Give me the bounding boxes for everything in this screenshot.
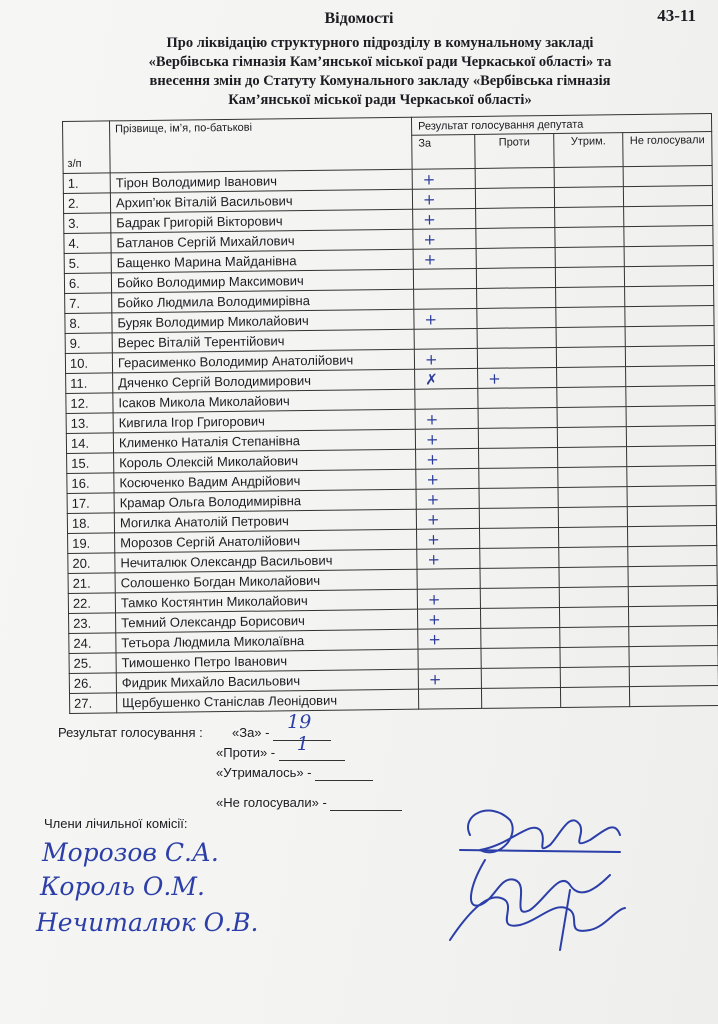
header-result: Результат голосування депутата [411, 114, 711, 136]
row-name: Клименко Наталія Степанівна [113, 429, 415, 453]
result-proty [216, 733, 345, 761]
row-number: 13. [66, 413, 113, 434]
vote-za-mark: + [417, 528, 480, 549]
vote-za-mark: + [418, 668, 481, 689]
row-number: 1. [63, 173, 110, 194]
subtitle-line: внесення змін до Статуту Комунального закладу «Вербівська гімназія [149, 73, 611, 89]
vote-ne-cell [623, 186, 712, 207]
vote-ne-cell [629, 646, 718, 667]
row-number: 10. [65, 353, 112, 374]
vote-utrym-cell [556, 287, 625, 308]
vote-proty-mark [477, 287, 556, 308]
row-number: 9. [65, 333, 112, 354]
result-utrym [216, 765, 373, 781]
row-number: 19. [68, 533, 115, 554]
vote-proty-mark [478, 387, 557, 408]
vote-ne-cell [627, 446, 716, 467]
vote-utrym-cell [555, 247, 624, 268]
row-number: 8. [65, 313, 112, 334]
vote-proty-mark [480, 607, 559, 628]
vote-utrym-cell [557, 367, 626, 388]
row-number: 15. [67, 453, 114, 474]
row-number: 25. [69, 653, 116, 674]
utrym-label: «Утрималось» - [216, 765, 312, 780]
row-name: Могилка Анатолій Петрович [114, 509, 416, 533]
header-za: За [412, 134, 475, 169]
row-number: 22. [68, 593, 115, 614]
row-name: Король Олексій Миколайович [114, 449, 416, 473]
vote-utrym-cell [558, 467, 627, 488]
document-subtitle [60, 34, 700, 110]
row-number: 18. [67, 513, 114, 534]
vote-proty-mark [479, 447, 558, 468]
table-body [63, 166, 718, 714]
vote-ne-cell [628, 546, 717, 567]
vote-utrym-cell [559, 527, 628, 548]
row-number: 23. [69, 613, 116, 634]
vote-proty-mark [477, 327, 556, 348]
row-name: Буряк Володимир Миколайович [112, 309, 414, 333]
vote-za-mark: + [415, 408, 478, 429]
vote-za-mark: + [413, 228, 476, 249]
vote-ne-cell [624, 266, 713, 287]
row-number: 27. [69, 693, 116, 714]
vote-za-mark: + [412, 168, 475, 189]
vote-utrym-cell [556, 327, 625, 348]
vote-za-mark [414, 328, 477, 349]
vote-proty-mark [479, 487, 558, 508]
vote-ne-cell [628, 606, 717, 627]
header-utrym: Утрим. [554, 133, 623, 168]
vote-ne-cell [629, 686, 718, 707]
row-name: Тамко Костянтин Миколайович [115, 589, 417, 613]
vote-za-mark: + [415, 428, 478, 449]
vote-utrym-cell [555, 267, 624, 288]
vote-za-mark: + [414, 308, 477, 329]
row-name: Нечиталюк Олександр Васильович [115, 549, 417, 573]
vote-ne-cell [624, 226, 713, 247]
result-label: Результат голосування : [58, 725, 203, 740]
result-ne-golosuvaly [216, 795, 402, 811]
row-name: Косюченко Вадим Андрійович [114, 469, 416, 493]
vote-utrym-cell [558, 507, 627, 528]
commission-member: Король О.М. [40, 872, 205, 901]
vote-utrym-cell [559, 587, 628, 608]
vote-za-mark: + [412, 188, 475, 209]
vote-proty-mark [477, 347, 556, 368]
vote-ne-cell [626, 406, 715, 427]
vote-utrym-cell [560, 667, 629, 688]
row-name: Темний Олександр Борисович [116, 609, 418, 633]
za-count: 19 [287, 711, 312, 733]
vote-proty-mark [476, 207, 555, 228]
vote-proty-mark [481, 647, 560, 668]
vote-utrym-cell [560, 627, 629, 648]
vote-utrym-cell [560, 687, 629, 708]
row-name: Герасименко Володимир Анатолійович [112, 349, 414, 373]
vote-za-mark: + [416, 488, 479, 509]
vote-ne-cell [624, 206, 713, 227]
row-name: Бадрак Григорій Вікторович [111, 209, 413, 233]
vote-utrym-cell [560, 647, 629, 668]
vote-ne-cell [623, 166, 712, 187]
vote-proty-mark [478, 407, 557, 428]
vote-ne-cell [627, 526, 716, 547]
vote-za-mark: + [414, 348, 477, 369]
row-number: 11. [66, 373, 113, 394]
row-name: Тірон Володимир Іванович [110, 169, 412, 193]
vote-utrym-cell [559, 547, 628, 568]
ne-label: «Не голосували» - [216, 795, 327, 810]
vote-za-mark: + [416, 448, 479, 469]
vote-proty-mark [481, 627, 560, 648]
vote-utrym-cell [555, 207, 624, 228]
row-name: Бойко Людмила Володимирівна [112, 289, 414, 313]
proty-label: «Проти» - [216, 745, 276, 760]
row-name: Морозов Сергій Анатолійович [115, 529, 417, 553]
vote-proty-mark [479, 467, 558, 488]
row-number: 7. [65, 293, 112, 314]
vote-utrym-cell [558, 487, 627, 508]
vote-ne-cell [627, 506, 716, 527]
row-number: 12. [66, 393, 113, 414]
row-number: 21. [68, 573, 115, 594]
vote-za-mark [418, 648, 481, 669]
vote-utrym-cell [555, 227, 624, 248]
vote-utrym-cell [557, 387, 626, 408]
vote-proty-mark [479, 507, 558, 528]
vote-proty-mark [480, 547, 559, 568]
vote-utrym-cell [554, 187, 623, 208]
subtitle-line: Кам’янської міської ради Черкаської області» [228, 92, 532, 108]
row-name: Тетьора Людмила Миколаївна [116, 629, 418, 653]
vote-proty-mark [478, 427, 557, 448]
header-proty: Проти [475, 133, 554, 168]
vote-za-mark: + [417, 608, 480, 629]
row-number: 24. [69, 633, 116, 654]
vote-proty-mark [476, 247, 555, 268]
vote-ne-cell [629, 626, 718, 647]
za-label: «За» - [232, 725, 270, 740]
commission-member: Нечиталюк О.В. [36, 908, 259, 937]
row-number: 16. [67, 473, 114, 494]
vote-za-mark: + [417, 548, 480, 569]
vote-proty-mark [481, 687, 560, 708]
vote-ne-cell [625, 306, 714, 327]
document-title: Відомості [324, 10, 394, 27]
commission-label: Члени лічильної комісії: [44, 816, 188, 831]
row-name: Щербушенко Станіслав Леонідович [116, 689, 418, 713]
row-name: Кивгила Ігор Григорович [113, 409, 415, 433]
vote-za-mark: + [416, 508, 479, 529]
vote-za-mark: ✗ [415, 368, 478, 389]
row-number: 6. [64, 273, 111, 294]
vote-ne-cell [626, 426, 715, 447]
vote-proty-mark [476, 267, 555, 288]
handwritten-signatures [420, 790, 650, 960]
vote-ne-cell [626, 366, 715, 387]
row-number: 5. [64, 253, 111, 274]
header-number: з/п [63, 121, 111, 174]
vote-utrym-cell [556, 307, 625, 328]
subtitle-line: «Вербівська гімназія Кам’янської міської ради Черкаської області» та [148, 54, 612, 70]
row-name: Фидрик Михайло Васильович [116, 669, 418, 693]
vote-za-mark: + [413, 248, 476, 269]
vote-za-mark [415, 388, 478, 409]
row-name: Бащенко Марина Майданівна [111, 249, 413, 273]
commission-member: Морозов С.А. [42, 838, 219, 867]
vote-utrym-cell [556, 347, 625, 368]
vote-za-mark: + [416, 468, 479, 489]
vote-utrym-cell [558, 447, 627, 468]
row-number: 17. [67, 493, 114, 514]
row-name: Солошенко Богдан Миколайович [115, 569, 417, 593]
header-name: Прізвище, ім’я, по-батькові [110, 117, 413, 173]
vote-ne-cell [625, 326, 714, 347]
row-number: 26. [69, 673, 116, 694]
vote-proty-mark [476, 227, 555, 248]
vote-proty-mark [480, 527, 559, 548]
row-number: 3. [64, 213, 111, 234]
vote-ne-cell [629, 666, 718, 687]
row-name: Батланов Сергій Михайлович [111, 229, 413, 253]
document-number: 43-11 [657, 6, 696, 25]
vote-za-mark: + [417, 588, 480, 609]
vote-utrym-cell [557, 427, 626, 448]
vote-za-mark: + [413, 208, 476, 229]
vote-proty-mark [481, 667, 560, 688]
vote-proty-mark [475, 187, 554, 208]
row-number: 2. [63, 193, 110, 214]
vote-za-mark [417, 568, 480, 589]
subtitle-line: Про ліквідацію структурного підрозділу в комунальному закладі [166, 35, 594, 51]
row-number: 4. [64, 233, 111, 254]
vote-ne-cell [624, 246, 713, 267]
row-number: 14. [66, 433, 113, 454]
voting-table [62, 113, 718, 714]
vote-proty-mark [475, 167, 554, 188]
vote-za-mark [414, 288, 477, 309]
row-name: Верес Віталій Терентійович [112, 329, 414, 353]
vote-proty-mark: + [478, 367, 557, 388]
row-name: Архип’юк Віталій Васильович [110, 189, 412, 213]
header-ne-golosuvaly: Не голосували [623, 132, 712, 167]
vote-ne-cell [628, 566, 717, 587]
vote-utrym-cell [557, 407, 626, 428]
proty-count: 1 [296, 733, 309, 755]
row-name: Ісаков Микола Миколайович [113, 389, 415, 413]
row-name: Крамар Ольга Володимирівна [114, 489, 416, 513]
result-za [232, 711, 331, 741]
row-name: Бойко Володимир Максимович [111, 269, 413, 293]
vote-ne-cell [628, 586, 717, 607]
vote-za-mark: + [418, 628, 481, 649]
vote-proty-mark [477, 307, 556, 328]
vote-ne-cell [625, 286, 714, 307]
vote-proty-mark [480, 587, 559, 608]
vote-proty-mark [480, 567, 559, 588]
vote-ne-cell [627, 466, 716, 487]
row-name: Тимошенко Петро Іванович [116, 649, 418, 673]
vote-utrym-cell [559, 567, 628, 588]
vote-za-mark [413, 268, 476, 289]
row-number: 20. [68, 553, 115, 574]
row-name: Дяченко Сергій Володимирович [113, 369, 415, 393]
vote-ne-cell [627, 486, 716, 507]
vote-ne-cell [625, 346, 714, 367]
vote-utrym-cell [559, 607, 628, 628]
vote-utrym-cell [554, 167, 623, 188]
vote-za-mark [418, 688, 481, 709]
vote-ne-cell [626, 386, 715, 407]
